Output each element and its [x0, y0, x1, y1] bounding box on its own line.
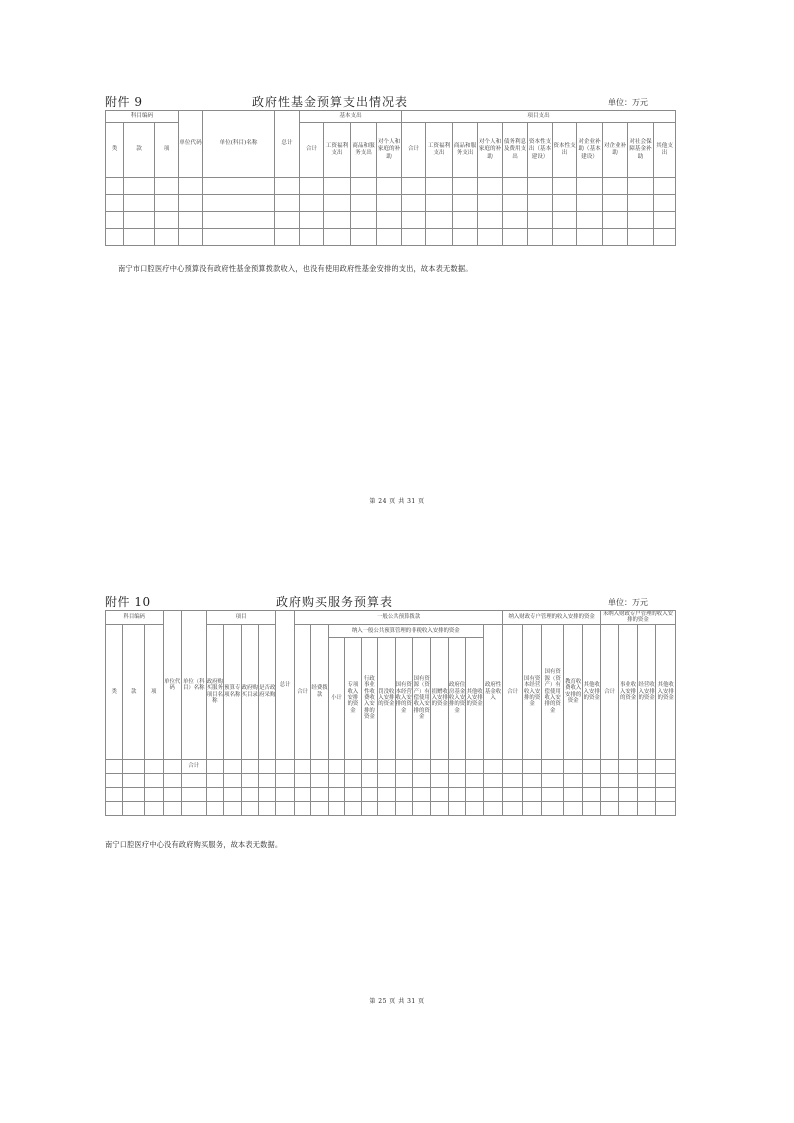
basic-col-header: 合计 [300, 123, 324, 178]
table-note: 南宁市口腔医疗中心预算没有政府性基金预算拨款收入，也没有使用政府性基金安排的支出，故本表无数据。 [118, 264, 473, 273]
total-header: 总计 [275, 111, 300, 178]
table-note: 南宁口腔医疗中心没有政府购买服务，故本表无数据。 [105, 840, 283, 849]
project-col-header: 资本性支出 [553, 123, 577, 178]
project-col-header: 其他支出 [654, 123, 676, 178]
special-col-header: 教育收费收入安排的资金 [563, 624, 583, 759]
project-col-header: 工资福利支出 [426, 123, 453, 178]
annex-label: 附件 9 [105, 95, 143, 109]
lei-header: 类 [106, 624, 123, 759]
kuan-header: 款 [123, 624, 145, 759]
table-row [106, 773, 676, 787]
project-col-header: 政府购买服务项目名称 [206, 624, 223, 759]
nonrevenue-col-header: 罚没收入安排的资金 [378, 637, 395, 759]
nonrevenue-col-header: 小计 [328, 637, 344, 759]
government-purchase-service-table [105, 610, 676, 816]
special-account-header: 纳入财政专户管理的收入安排的资金 [503, 611, 601, 625]
unit-name-header: 单位(科目)名称 [203, 111, 275, 178]
table-row [106, 178, 676, 195]
basic-col-header: 对个人和家庭的补助 [377, 123, 402, 178]
general-budget-header: 一般公共预算拨款 [294, 611, 502, 625]
project-col-header: 是否政府采购 [258, 624, 276, 759]
unit-code-header: 单位代码 [163, 611, 181, 760]
nonrevenue-col-header: 专项收入安排的资金 [345, 637, 361, 759]
project-col-header: 商品和服务支出 [453, 123, 478, 178]
basic-expenditure-header: 基本支出 [300, 111, 402, 123]
project-col-header: 对企业补助 [603, 123, 628, 178]
table-title: 政府购买服务预算表 [276, 595, 394, 609]
fund-revenue-header: 政府性基金收入 [483, 624, 503, 759]
special-col-header: 其他收入安排的资金 [583, 624, 600, 759]
nonrevenue-col-header: 行政事业性收费收入安排的资金 [361, 637, 377, 759]
nonrevenue-col-header: 捐赠收入安排的资金 [431, 637, 448, 759]
table-row [106, 787, 676, 801]
project-col-header: 对社会保障基金补助 [628, 123, 654, 178]
basic-col-header: 商品和服务支出 [351, 123, 377, 178]
page-number: 第 25 页 共 31 页 [369, 998, 425, 1005]
project-header: 项目 [206, 611, 276, 625]
xiang-header: 项 [155, 123, 179, 178]
project-col-header: 对企业补助（基本建设） [577, 123, 603, 178]
project-col-header: 预算专项名称 [224, 624, 241, 759]
table-title: 政府性基金预算支出情况表 [252, 95, 409, 109]
special-col-header: 国有资源（资产）有偿使用收入安排的资金 [542, 624, 564, 759]
nonrevenue-col-header: 国有资本经营收入安排的资金 [395, 637, 412, 759]
kuan-header: 款 [124, 123, 155, 178]
total-header: 总计 [276, 611, 294, 760]
page-number: 第 24 页 共 31 页 [369, 498, 425, 505]
xiang-header: 项 [145, 624, 164, 759]
nonrevenue-col-header: 其他收入安排的资金 [466, 637, 483, 759]
project-col-header: 合计 [402, 123, 426, 178]
unmanaged-funds-header: 未纳入财政专户管理的收入安排的资金 [600, 611, 675, 625]
project-expenditure-header: 项目支出 [402, 111, 676, 123]
special-col-header: 国有资本经营收入安排的资金 [522, 624, 542, 759]
unmanaged-col-header: 经营收入安排的资金 [637, 624, 655, 759]
project-col-header: 债务利息及费用支出 [503, 123, 528, 178]
table-row [106, 229, 676, 246]
project-col-header: 资本性支出（基本建设） [528, 123, 553, 178]
government-fund-expenditure-table [105, 110, 676, 246]
table-row [106, 195, 676, 212]
unmanaged-col-header: 合计 [600, 624, 618, 759]
unit-label: 单位：万元 [608, 98, 648, 107]
nonrevenue-col-header: 国有资源（资产）有偿使用收入安排的资金 [412, 637, 430, 759]
annex-label: 附件 10 [105, 595, 151, 609]
subject-code-header: 科目编码 [106, 111, 179, 123]
general-sum-header: 合计 [294, 624, 310, 759]
unit-code-header: 单位代码 [179, 111, 203, 178]
table-row [106, 212, 676, 229]
unit-label: 单位：万元 [608, 598, 648, 607]
project-col-header: 政府购买目录 [241, 624, 258, 759]
basic-col-header: 工资福利支出 [324, 123, 351, 178]
sum-row-label: 合计 [181, 759, 206, 773]
nonrevenue-col-header: 政府住房基金收入安排的资金 [448, 637, 465, 759]
special-col-header: 合计 [503, 624, 523, 759]
subject-code-header: 科目编码 [106, 611, 164, 625]
project-col-header: 对个人和家庭的补助 [478, 123, 503, 178]
jingfei-header: 经费拨款 [311, 624, 328, 759]
lei-header: 类 [106, 123, 124, 178]
unit-name-header: 单位（科目）名称 [181, 611, 206, 760]
unmanaged-col-header: 事业收入安排的资金 [619, 624, 637, 759]
sum-row [106, 759, 676, 773]
table-row [106, 801, 676, 815]
unmanaged-col-header: 其他收入安排的资金 [656, 624, 676, 759]
nonrevenue-group-header: 纳入一般公共预算管理的非税收入安排的资金 [328, 624, 483, 637]
